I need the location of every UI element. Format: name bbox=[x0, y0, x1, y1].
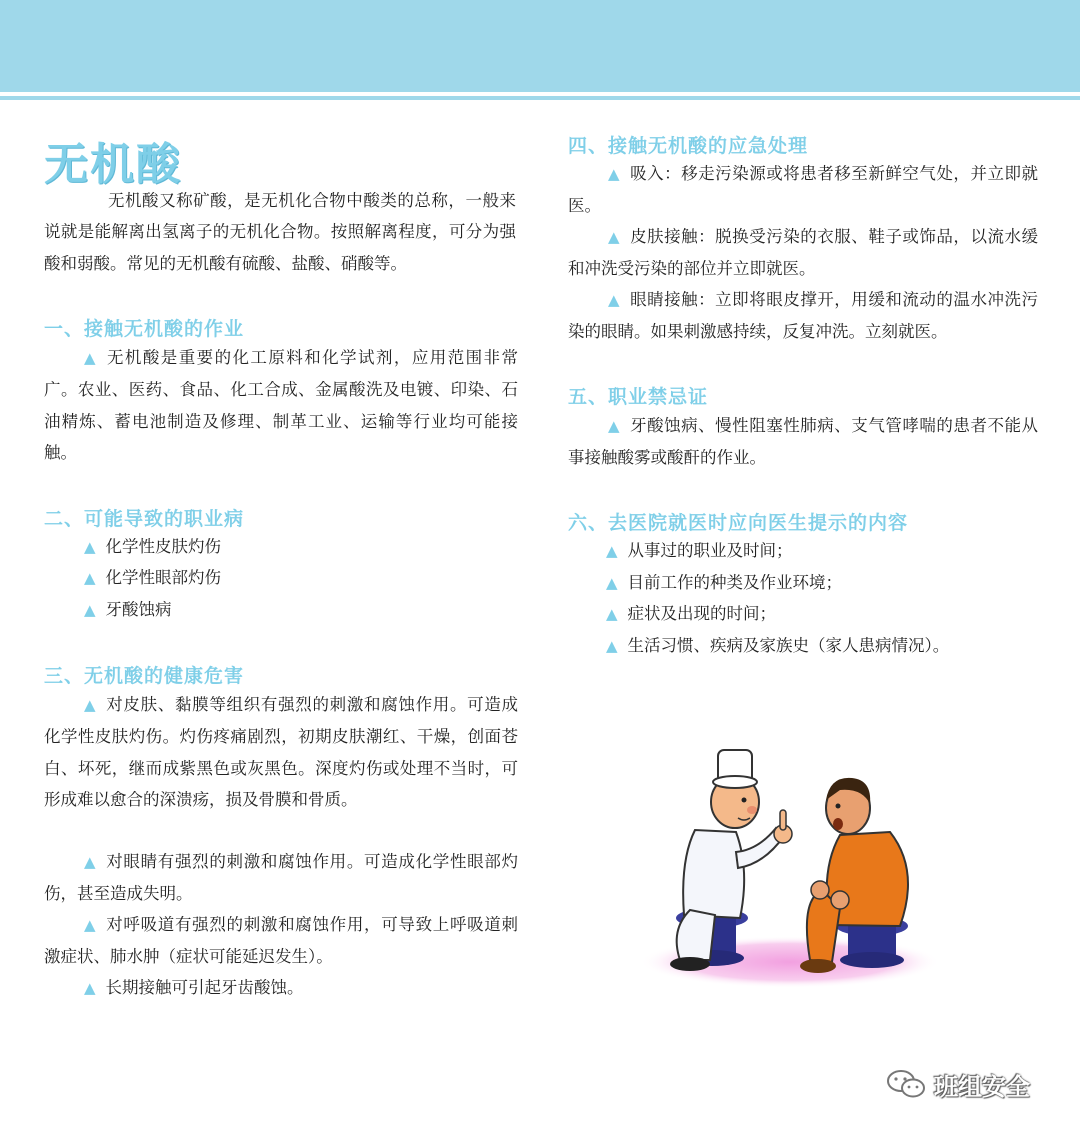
section-6-item: ▲ 从事过的职业及时间； bbox=[606, 541, 793, 560]
triangle-bullet-icon: ▲ bbox=[84, 853, 97, 871]
section-1-item: ▲ 无机酸是重要的化工原料和化学试剂，应用范围非常广。农业、医药、食品、化工合成、金属酸洗及电镀、印染、石油精炼、蓄电池制造及修理、制革工业、运输等行业均可能接触。 bbox=[44, 348, 518, 462]
triangle-bullet-icon: ▲ bbox=[84, 538, 96, 556]
section-3-item: ▲ 对皮肤、黏膜等组织有强烈的刺激和腐蚀作用。可造成化学性皮肤灼伤。灼伤疼痛剧烈，初期皮肤潮红、干燥，创面苍白、坏死，继而成紫黑色或灰黑色。深度灼伤或处理不当时，可形成难以愈合的深溃疡，损及骨膜和骨质。 bbox=[44, 695, 519, 809]
section-6-title: 六、去医院就医时应向医生提示的内容 bbox=[568, 512, 909, 534]
section-2-item: ▲ 化学性皮肤灼伤 bbox=[84, 537, 222, 556]
triangle-bullet-icon: ▲ bbox=[84, 979, 96, 997]
watermark-text: 班组安全 bbox=[934, 1072, 1030, 1101]
section-5-item: ▲ 牙酸蚀病、慢性阻塞性肺病、支气管哮喘的患者不能从事接触酸雾或酸酐的作业。 bbox=[568, 416, 1038, 468]
triangle-bullet-icon: ▲ bbox=[608, 228, 621, 246]
triangle-bullet-icon: ▲ bbox=[84, 601, 96, 619]
section-6-item: ▲ 目前工作的种类及作业环境； bbox=[606, 573, 843, 592]
triangle-bullet-icon: ▲ bbox=[608, 291, 621, 309]
section-6-item: ▲ 生活习惯、疾病及家族史（家人患病情况）。 bbox=[606, 636, 950, 655]
watermark bbox=[886, 1066, 1030, 1102]
triangle-bullet-icon: ▲ bbox=[84, 569, 96, 587]
section-1-title: 一、接触无机酸的作业 bbox=[44, 318, 245, 340]
header-divider bbox=[0, 96, 1080, 100]
triangle-bullet-icon: ▲ bbox=[608, 417, 621, 435]
section-4-item: ▲ 皮肤接触：脱换受污染的衣服、鞋子或饰品，以流水缓和冲洗受污染的部位并立即就医。 bbox=[568, 227, 1038, 279]
section-4-title: 四、接触无机酸的应急处理 bbox=[568, 135, 809, 157]
triangle-bullet-icon: ▲ bbox=[608, 165, 621, 183]
section-6-item: ▲ 症状及出现的时间； bbox=[606, 604, 777, 623]
section-3-item: ▲ 对眼睛有强烈的刺激和腐蚀作用。可造成化学性眼部灼伤，甚至造成失明。 bbox=[44, 852, 519, 904]
section-4-item: ▲ 眼睛接触：立即将眼皮撑开，用缓和流动的温水冲洗污染的眼睛。如果刺激感持续，反复冲洗。立刻就医。 bbox=[568, 290, 1038, 342]
section-4-item: ▲ 吸入：移走污染源或将患者移至新鲜空气处，并立即就医。 bbox=[568, 164, 1038, 216]
section-3-item: ▲ 长期接触可引起牙齿酸蚀。 bbox=[84, 978, 304, 997]
section-2-title: 二、可能导致的职业病 bbox=[44, 508, 245, 530]
triangle-bullet-icon: ▲ bbox=[84, 916, 97, 934]
intro-paragraph: 无机酸又称矿酸，是无机化合物中酸类的总称，一般来说就是能解离出氢离子的无机化合物。按照解离程度，可分为强酸和弱酸。常见的无机酸有硫酸、盐酸、硝酸等。 bbox=[44, 191, 516, 273]
triangle-bullet-icon: ▲ bbox=[84, 696, 97, 714]
top-header-band bbox=[0, 0, 1080, 92]
wechat-icon bbox=[886, 1068, 926, 1100]
triangle-bullet-icon: ▲ bbox=[606, 637, 618, 655]
section-2-item: ▲ 牙酸蚀病 bbox=[84, 600, 172, 619]
doctor-patient-illustration bbox=[640, 740, 940, 990]
section-3-title: 三、无机酸的健康危害 bbox=[44, 665, 245, 687]
section-3-item: ▲ 对呼吸道有强烈的刺激和腐蚀作用，可导致上呼吸道刺激症状、肺水肿（症状可能延迟发生）。 bbox=[44, 915, 519, 967]
triangle-bullet-icon: ▲ bbox=[84, 349, 97, 367]
section-2-item: ▲ 化学性眼部灼伤 bbox=[84, 568, 222, 587]
section-5-title: 五、职业禁忌证 bbox=[568, 386, 709, 408]
triangle-bullet-icon: ▲ bbox=[606, 574, 618, 592]
document-title: 无机酸 bbox=[44, 139, 182, 190]
triangle-bullet-icon: ▲ bbox=[606, 605, 618, 623]
triangle-bullet-icon: ▲ bbox=[606, 542, 618, 560]
